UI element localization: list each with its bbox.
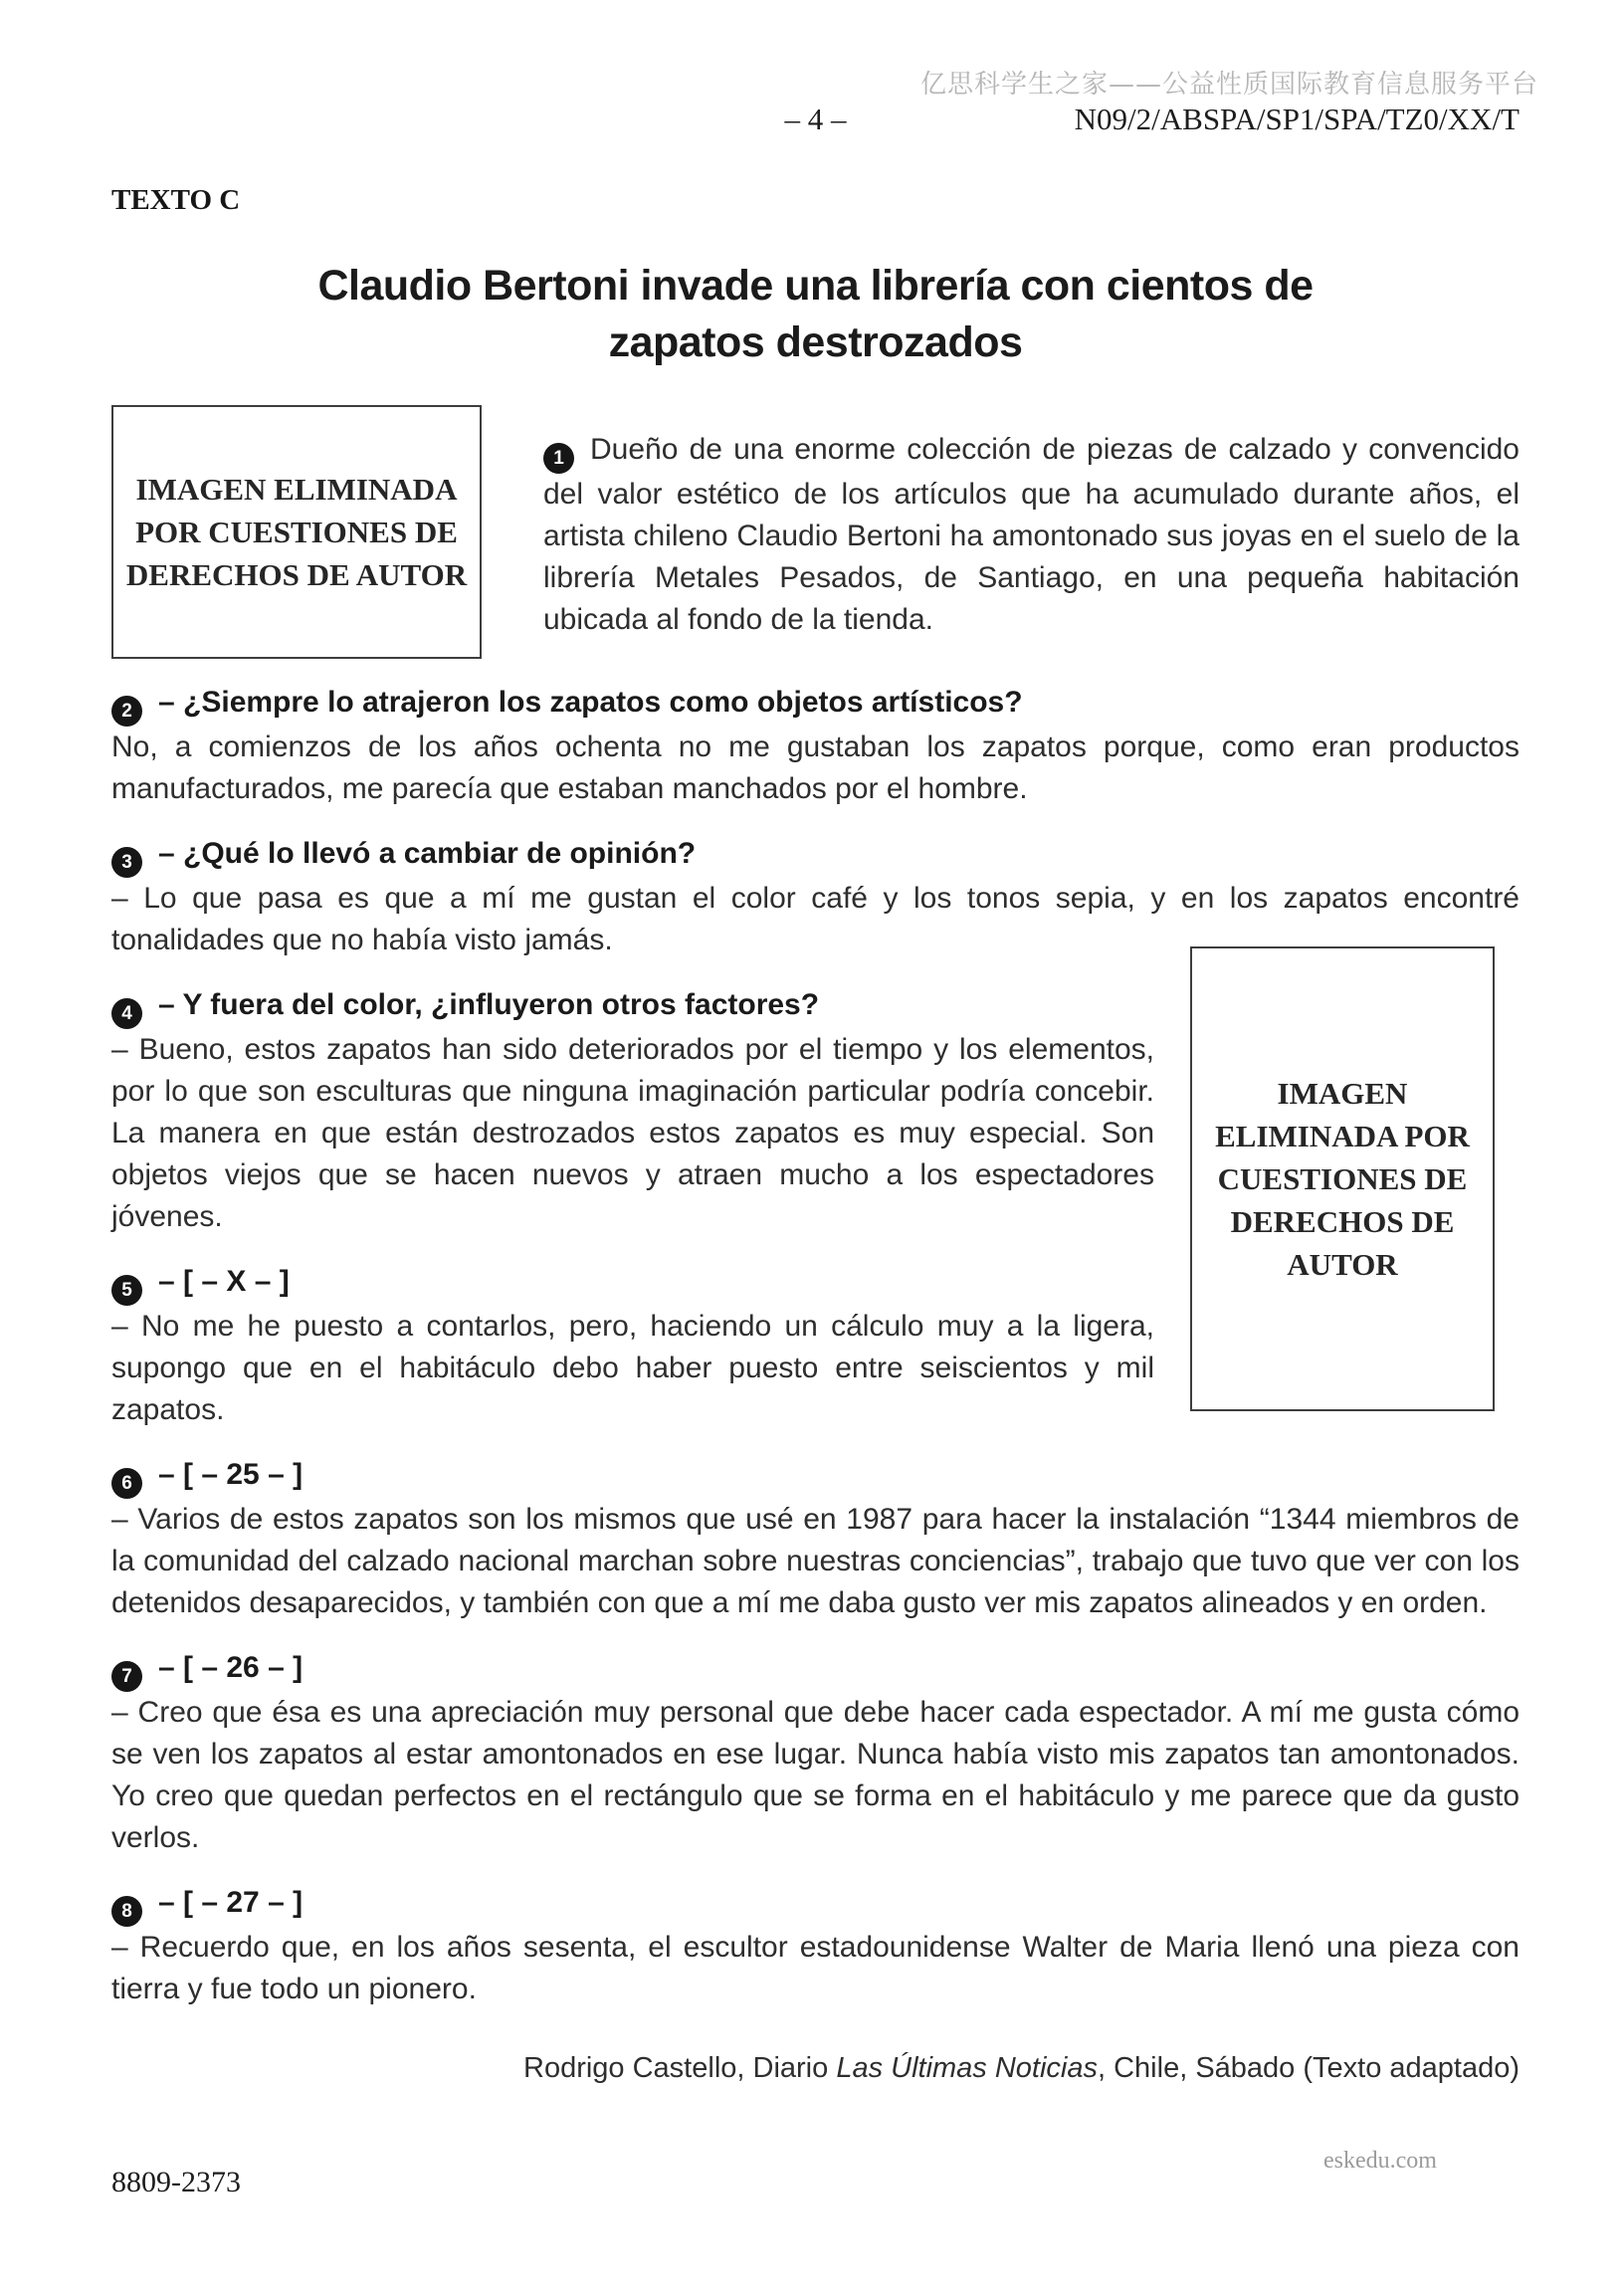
paragraph-7-body: – Creo que ésa es una apreciación muy personal que debe hacer cada espectador. A mí me gusta cómo se ven los zapatos al estar amontonados en ese lugar. Nunca había visto mis zapatos tan amontonados. Yo creo que quedan perfectos en el rectángulo que se forma en el habitáculo y me parece que da gusto verlos.	[111, 1696, 1520, 1854]
article-title	[111, 258, 1520, 371]
page-number: – 4 –	[784, 102, 847, 136]
paragraph-2-heading: 2 – ¿Siempre lo atrajeron los zapatos como objetos artísticos?	[111, 681, 1520, 727]
paragraph-number-badge: 4	[111, 998, 142, 1029]
paragraph-1-body: Dueño de una enorme colección de piezas de calzado y convencido del valor estético de los artículos que ha acumulado durante años, el artista chileno Claudio Bertoni ha amontonado sus joyas en el suelo de la librería Metales Pesados, de Santiago, en una pequeña habitación ubicada al fondo de la tienda.	[543, 433, 1520, 636]
paragraph-number-badge: 1	[543, 443, 574, 474]
exam-code: N09/2/ABSPA/SP1/SPA/TZ0/XX/T	[1074, 102, 1520, 136]
wrapped-section	[111, 983, 1520, 1431]
paragraph-number-badge: 6	[111, 1468, 142, 1499]
paragraph-number-badge: 5	[111, 1275, 142, 1306]
paragraph-8-heading: 8 – [ – 27 – ]	[111, 1881, 1520, 1927]
paragraph-6	[111, 1453, 1520, 1624]
paragraph-8	[111, 1881, 1520, 2010]
paragraph-6-heading: 6 – [ – 25 – ]	[111, 1453, 1520, 1499]
article-title-line-1: Claudio Bertoni invade una librería con cientos de	[317, 262, 1314, 310]
footer-site-watermark: eskedu.com	[1323, 2148, 1437, 2174]
paragraph-5-heading: 5 – [ – X – ]	[111, 1260, 1520, 1306]
footer-paper-code: 8809-2373	[111, 2166, 241, 2198]
attribution-source: Las Últimas Noticias	[836, 2052, 1098, 2084]
paragraph-8-body: – Recuerdo que, en los años sesenta, el escultor estadounidense Walter de Maria llenó una pieza con tierra y fue todo un pionero.	[111, 1931, 1520, 2005]
paragraph-5-body: – No me he puesto a contarlos, pero, haciendo un cálculo muy a la ligera, supongo que en el habitáculo debo haber puesto entre seiscientos y mil zapatos.	[111, 1310, 1154, 1426]
image-placeholder-text: IMAGEN ELIMINADA POR CUESTIONES DE DERECHOS DE AUTOR	[125, 472, 468, 592]
attribution-suffix: , Chile, Sábado (Texto adaptado)	[1098, 2052, 1520, 2084]
paragraph-2	[111, 681, 1520, 810]
attribution-prefix: Rodrigo Castello, Diario	[523, 2052, 837, 2084]
attribution-line	[111, 2052, 1520, 2085]
paragraph-number-badge: 7	[111, 1661, 142, 1692]
article-title-line-2: zapatos destrozados	[608, 318, 1023, 366]
paragraph-number-badge: 8	[111, 1896, 142, 1927]
section-label: TEXTO C	[111, 184, 241, 216]
paragraph-7	[111, 1646, 1520, 1859]
paragraph-3-heading: 3 – ¿Qué lo llevó a cambiar de opinión?	[111, 832, 1520, 878]
page-header	[111, 102, 1520, 141]
watermark-text: 亿思科学生之家——公益性质国际教育信息服务平台	[920, 70, 1539, 100]
paragraph-7-heading: 7 – [ – 26 – ]	[111, 1646, 1520, 1692]
paragraph-4-heading: 4 – Y fuera del color, ¿influyeron otros factores?	[111, 983, 1520, 1029]
paragraph-1	[543, 405, 1520, 659]
paragraph-2-body: No, a comienzos de los años ochenta no me gustaban los zapatos porque, como eran productos manufacturados, me parecía que estaban manchados por el hombre.	[111, 731, 1520, 805]
intro-row	[111, 405, 1520, 659]
paragraph-number-badge: 2	[111, 696, 142, 727]
paragraph-6-body: – Varios de estos zapatos son los mismos que usé en 1987 para hacer la instalación “1344 miembros de la comunidad del calzado nacional marchan sobre nuestras conciencias”, trabajo que tuvo que ver con los detenidos desaparecidos, y también con que a mí me daba gusto ver mis zapatos alineados y en orden.	[111, 1503, 1520, 1619]
image-placeholder-text: IMAGEN ELIMINADA POR CUESTIONES DE DERECHOS DE AUTOR	[1215, 1076, 1470, 1282]
paragraph-3	[111, 832, 1520, 961]
image-placeholder-box-2	[1190, 946, 1495, 1411]
paragraph-4-body: – Bueno, estos zapatos han sido deteriorados por el tiempo y los elementos, por lo que son esculturas que ninguna imaginación particular podría concebir. La manera en que están destrozados estos zapatos es muy especial. Son objetos viejos que se hacen nuevos y atraen mucho a los espectadores jóvenes.	[111, 1033, 1154, 1233]
paragraph-number-badge: 3	[111, 847, 142, 878]
paragraph-3-body: – Lo que pasa es que a mí me gustan el color café y los tonos sepia, y en los zapatos encontré tonalidades que no había visto jamás.	[111, 882, 1520, 956]
image-placeholder-box-1	[111, 405, 482, 659]
